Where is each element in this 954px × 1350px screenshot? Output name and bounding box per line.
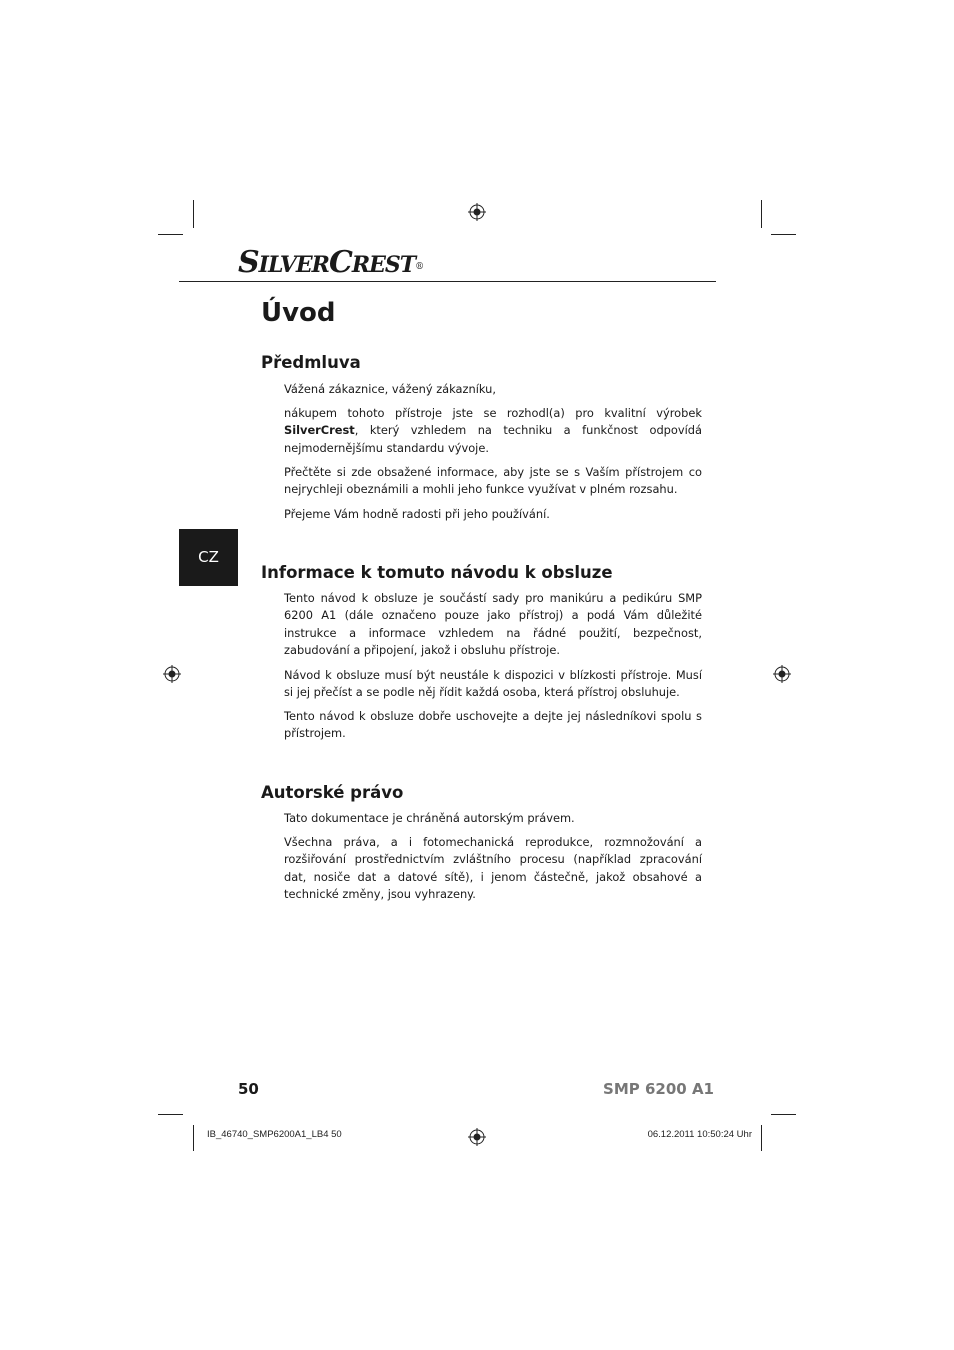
print-slug-left: IB_46740_SMP6200A1_LB4 50 xyxy=(207,1129,342,1140)
registration-mark-icon xyxy=(468,1128,486,1146)
crop-mark xyxy=(158,234,183,235)
crop-mark xyxy=(771,1114,796,1115)
paragraph: Tento návod k obsluze je součástí sady pro manikúru a pedikúru SMP 6200 A1 (dále označeno pouze jako přístroj) a podá Vám důležité instrukce a informace vzhledem na řádné použití, bezpečnost, zabudování a připojení, jakož i obsluhu přístroje. xyxy=(284,591,702,658)
crop-mark xyxy=(158,1114,183,1115)
section-heading: Předmluva xyxy=(261,353,361,372)
crop-mark xyxy=(761,200,762,228)
paragraph-text: , který vzhledem na techniku a funkčnost odpovídá nejmodernějšímu standardu vývoje. xyxy=(284,423,702,455)
logo-initial: S xyxy=(238,245,259,280)
brand-name: SilverCrest xyxy=(284,423,355,438)
crop-mark xyxy=(193,1125,194,1151)
logo-part: ILVER xyxy=(258,252,329,278)
paragraph-text: nákupem tohoto přístroje jste se rozhodl(a) pro kvalitní výrobek xyxy=(284,406,702,420)
print-slug-right: 06.12.2011 10:50:24 Uhr xyxy=(647,1129,752,1140)
model-number: SMP 6200 A1 xyxy=(603,1080,714,1098)
section-heading: Informace k tomuto návodu k obsluze xyxy=(261,563,613,582)
paragraph: Přejeme Vám hodně radosti při jeho používání. xyxy=(284,507,550,521)
crop-mark xyxy=(193,200,194,228)
registration-mark-icon xyxy=(773,665,791,683)
paragraph xyxy=(284,405,702,457)
paragraph: Vážená zákaznice, vážený zákazníku, xyxy=(284,382,496,396)
paragraph: Návod k obsluze musí být neustále k dispozici v blízkosti přístroje. Musí si jej přečíst a se podle něj řídit každá osoba, která přístroj obsluhuje. xyxy=(284,668,702,700)
paragraph: Všechna práva, a i fotomechanická reprodukce, rozmnožování a rozšiřování prostřednictvím zvláštního procesu (například zpracování dat, nosiče dat a datové sítě), i jenom částečně, jakož obsahové a technické změny, jsou vyhrazeny. xyxy=(284,835,702,902)
page-number: 50 xyxy=(238,1080,259,1098)
paragraph: Tato dokumentace je chráněná autorským právem. xyxy=(284,811,575,825)
silvercrest-logo xyxy=(238,246,423,282)
registered-mark: ® xyxy=(415,262,424,272)
header-rule xyxy=(179,281,716,282)
crop-mark xyxy=(771,234,796,235)
logo-part: REST xyxy=(351,252,416,278)
logo-initial: C xyxy=(328,245,352,280)
registration-mark-icon xyxy=(468,203,486,221)
registration-mark-icon xyxy=(163,665,181,683)
paragraph: Tento návod k obsluze dobře uschovejte a dejte jej následníkovi spolu s přístrojem. xyxy=(284,709,702,741)
language-tab: CZ xyxy=(179,529,238,586)
page-title: Úvod xyxy=(261,298,336,328)
section-heading: Autorské právo xyxy=(261,783,404,802)
paragraph: Přečtěte si zde obsažené informace, aby jste se s Vaším přístrojem co nejrychleji obeznámili a mohli jeho funkce využívat v plném rozsahu. xyxy=(284,465,702,497)
crop-mark xyxy=(761,1125,762,1151)
